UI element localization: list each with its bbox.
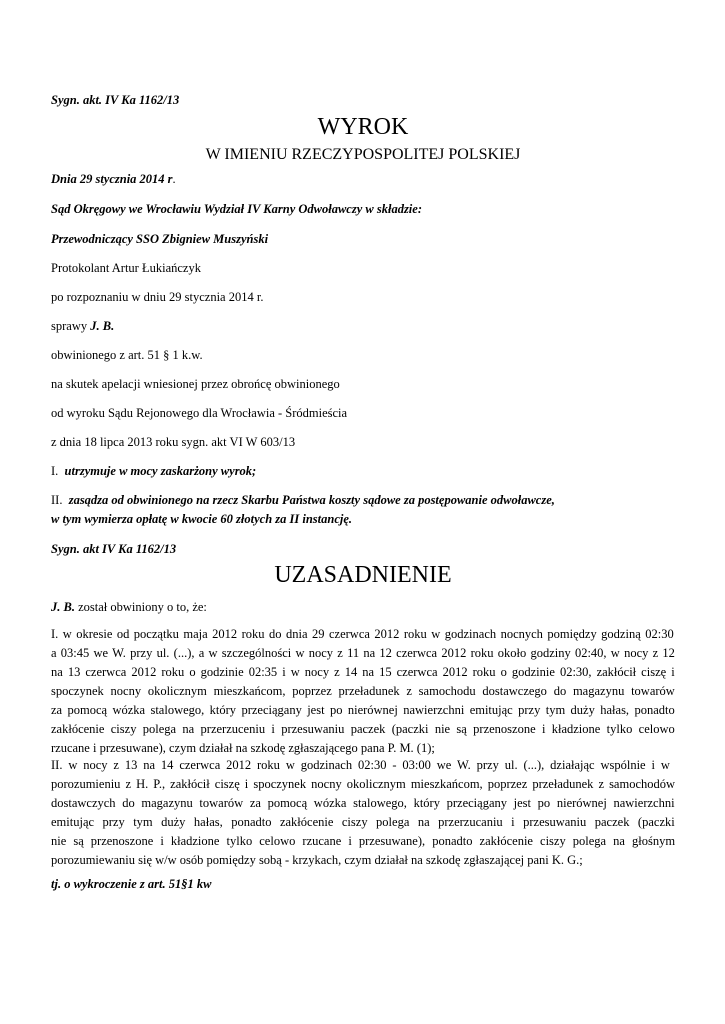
charge-article: obwinionego z art. 51 § 1 k.w.: [51, 348, 203, 362]
lower-court-date: z dnia 18 lipca 2013 roku sygn. akt VI W 603/13: [51, 435, 296, 449]
verdict-point-1: I. utrzymuje w mocy zaskarżony wyrok;: [51, 464, 257, 478]
verdict-title: WYROK: [317, 114, 409, 140]
court-clerk: Protokolant Artur Łukiańczyk: [51, 261, 201, 275]
court-composition: Sąd Okręgowy we Wrocławiu Wydział IV Karny Odwoławczy w składzie:: [51, 202, 422, 216]
verdict-point-2-line-2: w tym wymierza opłatę w kwocie 60 złotych za II instancję.: [51, 512, 353, 526]
verdict-subtitle: W IMIENIU RZECZYPOSPOLITEJ POLSKIEJ: [205, 146, 521, 163]
court-chairman: Przewodniczący SSO Zbigniew Muszyński: [51, 232, 269, 246]
justification-intro: J. B. został obwiniony o to, że:: [51, 600, 207, 614]
verdict-date: Dnia 29 stycznia 2014 r.: [51, 172, 176, 186]
case-signature-top: Sygn. akt. IV Ka 1162/13: [51, 93, 180, 107]
offense-qualification: tj. o wykroczenie z art. 51§1 kw: [51, 877, 212, 891]
appeal-info: na skutek apelacji wniesionej przez obrońcę obwinionego: [51, 377, 340, 391]
verdict-point-2-line-1: II. zasądza od obwinionego na rzecz Skarbu Państwa koszty sądowe za postępowanie odwoławcze,: [51, 493, 555, 507]
case-defendant: sprawy J. B.: [51, 319, 115, 333]
justification-title: UZASADNIENIE: [274, 562, 452, 588]
charge-paragraph-2: II. w nocy z 13 na 14 czerwca 2012 roku w godzinach 02:30 - 03:00 we W. przy ul. (...), działając wspólnie i w porozumieniu z H. P., zakłócił ciszę i spoczynek nocny okolicznym mieszkańcom, poprzez przeładunek z samochodów dostawczych do magazynu towarów za pomocą wózka stalowego, który przeciągany jest po nierównej nawierzchni emitując przy tym duży hałas, ponadto zakłócenie ciszy polega na przerzucaniu i przesuwaniu paczek (paczki nie są przenoszone i kładzione tylko celowo rzucane i przesuwane), ponadto zakłócenie ciszy polega na głośnym porozumiewaniu się w/w osób pomiędzy sobą - krzykach, czym działał na szkodę zgłaszającej pani K. G.;: [51, 758, 676, 867]
lower-court: od wyroku Sądu Rejonowego dla Wrocławia - Śródmieścia: [51, 406, 348, 420]
hearing-date: po rozpoznaniu w dniu 29 stycznia 2014 r.: [51, 290, 264, 304]
case-signature-justification: Sygn. akt IV Ka 1162/13: [51, 542, 177, 556]
charge-paragraph-1: I. w okresie od początku maja 2012 roku do dnia 29 czerwca 2012 roku w godzinach nocnych pomiędzy godziną 02:30 a 03:45 we W. przy ul. (...), a w szczególności w nocy z 11 na 12 czerwca 2012 roku około godziny 02:40, w nocy z 12 na 13 czerwca 2012 roku o godzinie 02:35 i w nocy z 14 na 15 czerwca 2012 roku o godzinie 02:30, zakłócił ciszę i spoczynek nocny okolicznym mieszkańcom, poprzez przeładunek z samochodu dostawczego do magazynu towarów za pomocą wózka stalowego, który przeciągany jest po nierównej nawierzchni emitując przy tym duży hałas, ponadto zakłócenie ciszy polega na przerzuceniu i przesuwaniu paczek (paczki nie są przenoszone i kładzione tylko celowo rzucane i przesuwane), czym działał na szkodę zgłaszającego pana P. M. (1);: [51, 627, 675, 755]
